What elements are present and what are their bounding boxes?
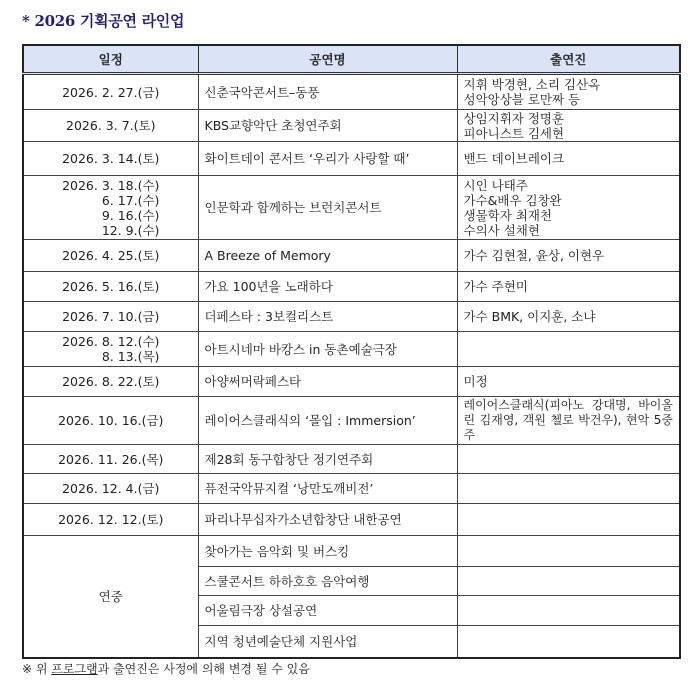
footnote-mark: ※ 위 xyxy=(22,662,52,676)
performance-title: KBS교향악단 초청연주회 xyxy=(198,110,457,142)
performance-title: 퓨전국악뮤지컬 ‘낭만도깨비전’ xyxy=(198,474,457,504)
table-row xyxy=(23,142,680,176)
performers-cell xyxy=(457,74,680,110)
schedule-date: 9. 16.(수) xyxy=(101,207,160,223)
performer-line: 레이어스클래식(피아노 강대명, 바이올린 김재영, 객원 첼로 박건우), 현악 5중주 xyxy=(463,398,673,442)
performance-title: 찾아가는 음악회 및 버스킹 xyxy=(198,536,457,567)
performers-cell xyxy=(457,240,680,272)
performance-title: 인문학과 함께하는 브런치콘서트 xyxy=(198,176,457,240)
schedule-cell xyxy=(23,272,198,302)
schedule-cell xyxy=(23,110,198,142)
schedule-date: 2026. 5. 16.(토) xyxy=(62,279,160,294)
schedule-cell xyxy=(23,367,198,397)
table-row xyxy=(23,240,680,272)
performer-line: 생물학자 최재천 xyxy=(463,207,552,223)
performers-cell xyxy=(457,567,680,596)
performer-line: 밴드 데이브레이크 xyxy=(463,151,565,166)
performance-title: 아양써머락페스타 xyxy=(198,367,457,397)
performer-line: 미정 xyxy=(463,374,488,389)
schedule-date: 2026. 3. 7.(토) xyxy=(66,118,156,133)
performers-cell xyxy=(457,176,680,240)
schedule-cell xyxy=(23,445,198,474)
performers-cell xyxy=(457,367,680,397)
performance-title: 파리나무십자가소년합창단 내한공연 xyxy=(198,504,457,536)
table-header-row xyxy=(23,45,680,74)
table-row xyxy=(23,272,680,302)
performers-cell xyxy=(457,397,680,445)
page-title: * 2026 기획공연 라인업 xyxy=(22,12,185,30)
performance-title: 아트시네마 바캉스 in 동촌예술극장 xyxy=(198,332,457,367)
performance-title: A Breeze of Memory xyxy=(198,240,457,272)
performer-line: 가수 BMK, 이지훈, 소냐 xyxy=(463,309,596,324)
performers-cell xyxy=(457,596,680,626)
table-row xyxy=(23,110,680,142)
performers-cell xyxy=(457,536,680,567)
schedule-cell xyxy=(23,302,198,332)
performance-title: 스쿨콘서트 하하호호 음악여행 xyxy=(198,567,457,596)
schedule-date: 2026. 8. 22.(토) xyxy=(62,374,160,389)
performance-title: 어울림극장 상설공연 xyxy=(198,596,457,626)
table-row xyxy=(23,536,680,567)
performer-line: 시인 나태주 xyxy=(463,177,528,193)
schedule-date: 2026. 2. 27.(금) xyxy=(62,84,160,100)
footnote xyxy=(22,660,310,677)
performers-cell xyxy=(457,272,680,302)
header-performance: 공연명 xyxy=(198,45,457,74)
performer-line: 상임지휘자 정명훈 xyxy=(463,110,565,126)
performers-cell xyxy=(457,474,680,504)
schedule-cell xyxy=(23,240,198,272)
schedule-date: 2026. 3. 18.(수) xyxy=(62,177,160,193)
performers-cell xyxy=(457,302,680,332)
performance-title: 제28회 동구합창단 정기연주회 xyxy=(198,445,457,474)
table-row xyxy=(23,445,680,474)
schedule-date: 2026. 10. 16.(금) xyxy=(58,413,164,428)
header-schedule: 일정 xyxy=(23,45,198,74)
performance-title: 신춘국악콘서트–동풍 xyxy=(198,74,457,110)
schedule-cell xyxy=(23,504,198,536)
performers-cell xyxy=(457,445,680,474)
table-row xyxy=(23,367,680,397)
schedule-date: 12. 9.(수) xyxy=(101,222,160,238)
schedule-date: 2026. 12. 12.(토) xyxy=(58,512,164,527)
schedule-cell xyxy=(23,142,198,176)
footnote-underlined: 프로그램 xyxy=(51,662,98,676)
performer-line: 피아니스트 김세현 xyxy=(463,125,565,141)
performers-cell xyxy=(457,626,680,658)
table-row xyxy=(23,397,680,445)
performers-cell xyxy=(457,332,680,367)
schedule-cell xyxy=(23,474,198,504)
table-row xyxy=(23,302,680,332)
performance-title: 레이어스클래식의 ‘몰입 : Immersion’ xyxy=(198,397,457,445)
performer-line: 지휘 박경현, 소리 김산옥 xyxy=(463,77,601,92)
schedule-date: 2026. 11. 26.(목) xyxy=(58,451,164,467)
schedule-cell xyxy=(23,74,198,110)
performance-title: 지역 청년예술단체 지원사업 xyxy=(198,626,457,658)
performers-cell xyxy=(457,110,680,142)
table-row xyxy=(23,474,680,504)
schedule-date: 2026. 12. 4.(금) xyxy=(62,481,160,496)
performer-line: 가수 김현철, 윤상, 이현우 xyxy=(463,248,605,263)
schedule-cell xyxy=(23,397,198,445)
schedule-date: 6. 17.(수) xyxy=(101,192,160,208)
table-row xyxy=(23,74,680,110)
performance-title: 더페스타 : 3보컬리스트 xyxy=(198,302,457,332)
performer-line: 가수 주현미 xyxy=(463,279,528,294)
performer-line: 가수&배우 김창완 xyxy=(463,192,562,208)
year-round-label: 연중 xyxy=(23,536,198,658)
table-row xyxy=(23,332,680,367)
schedule-date: 2026. 8. 12.(수) xyxy=(62,334,160,349)
performance-title: 화이트데이 콘서트 ‘우리가 사랑할 때’ xyxy=(198,142,457,176)
schedule-date: 8. 13.(목) xyxy=(101,349,160,364)
table-row xyxy=(23,176,680,240)
schedule-date: 2026. 7. 10.(금) xyxy=(62,309,160,324)
schedule-date: 2026. 3. 14.(토) xyxy=(62,151,160,166)
table-row xyxy=(23,504,680,536)
header-performers: 출연진 xyxy=(457,45,680,74)
performers-cell xyxy=(457,142,680,176)
schedule-date: 2026. 4. 25.(토) xyxy=(62,248,160,263)
lineup-table xyxy=(22,44,681,659)
footnote-text: 과 출연진은 사정에 의해 변경 될 수 있음 xyxy=(97,662,310,676)
schedule-cell xyxy=(23,176,198,240)
performers-cell xyxy=(457,504,680,536)
performance-title: 가요 100년을 노래하다 xyxy=(198,272,457,302)
performer-line: 성악앙상블 로만짜 등 xyxy=(463,92,581,107)
performer-line: 수의사 설채현 xyxy=(463,222,540,238)
schedule-cell xyxy=(23,332,198,367)
